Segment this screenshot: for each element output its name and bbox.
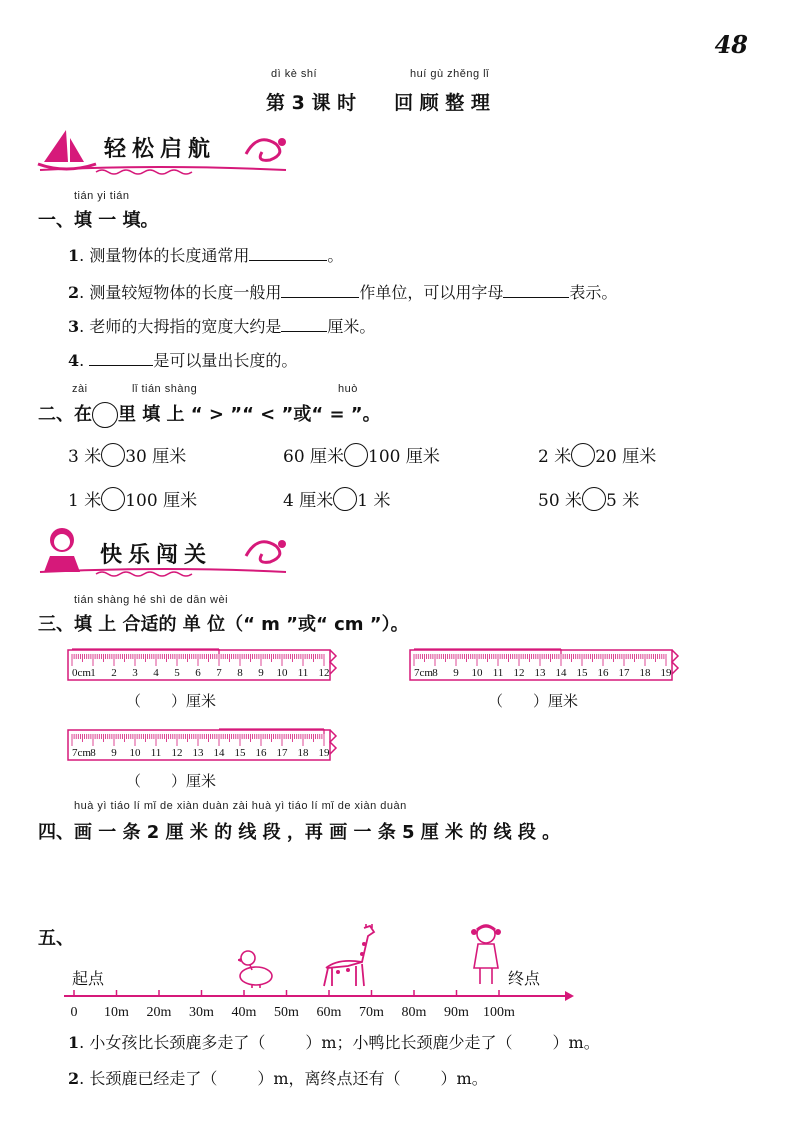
- girl-icon: [468, 922, 504, 988]
- axis-tick-label: 80m: [401, 1005, 427, 1020]
- ruler-tick-label: 11: [150, 747, 162, 759]
- ruler: [66, 646, 340, 686]
- q3-pinyin: tián shàng hé shì de dān wèi: [74, 594, 229, 606]
- compare-circle[interactable]: [101, 443, 125, 467]
- header-pinyin-right: huí gù zhěng lǐ: [410, 68, 490, 80]
- axis-arrow: [565, 991, 574, 1001]
- ruler-tick-label: 2: [111, 667, 117, 679]
- compare-circle[interactable]: [333, 487, 357, 511]
- page-number: 48: [714, 30, 748, 59]
- ruler-tick-label: 17: [618, 667, 630, 679]
- blank[interactable]: [249, 246, 327, 261]
- axis-tick-label: 70m: [359, 1005, 384, 1020]
- banner-kuaile-label: 快乐闯关: [100, 543, 213, 568]
- q1-item-4: 4. 是可以量出长度的。: [68, 351, 298, 370]
- ruler-tick-label: 14: [555, 667, 567, 679]
- compare-item: 50 米 5 米: [538, 486, 639, 511]
- ruler-tick-label: 8: [432, 667, 438, 679]
- q5-item-1: 1. 小女孩比长颈鹿多走了（ ）m；小鸭比长颈鹿少走了（ ）m。: [68, 1033, 600, 1052]
- q5-item-2: 2. 长颈鹿已经走了（ ）m，离终点还有（ ）m。: [68, 1069, 488, 1088]
- blank[interactable]: [89, 351, 153, 366]
- axis-tick-label: 50m: [274, 1005, 299, 1020]
- distance-axis: [60, 986, 580, 1022]
- ruler-tick-label: 12: [171, 747, 183, 759]
- axis-tick-label: 0: [70, 1005, 78, 1020]
- ruler-tick-label: 12: [513, 667, 525, 679]
- giraffe-icon: [318, 922, 382, 988]
- page-title: 第 3 课 时 回 顾 整 理: [266, 92, 490, 114]
- ruler-tick-label: 3: [132, 667, 138, 679]
- ruler-tick-label: 10: [276, 667, 288, 679]
- ruler-tick-label: 16: [255, 747, 267, 759]
- compare-circle[interactable]: [571, 443, 595, 467]
- ruler-tick-label: 6: [195, 667, 201, 679]
- q2-pinyin-b: lǐ tián shàng: [132, 383, 198, 395]
- drawing-area[interactable]: [60, 850, 740, 910]
- ruler-tick-label: 9: [258, 667, 264, 679]
- axis-tick-label: 20m: [146, 1005, 172, 1020]
- ruler-caption[interactable]: （ ）厘米: [488, 692, 579, 710]
- axis-tick-label: 40m: [231, 1005, 257, 1020]
- ruler-tick-label: 15: [234, 747, 246, 759]
- compare-item: 60 厘米 100 厘米: [283, 442, 440, 467]
- ruler-tick-label: 7cm: [72, 747, 91, 759]
- ruler-tick-label: 19: [318, 747, 330, 759]
- ruler-tick-label: 10: [129, 747, 141, 759]
- ruler-tick-label: 14: [213, 747, 225, 759]
- ruler-tick-label: 10: [471, 667, 483, 679]
- q2-title: 二、在 里 填 上 “ > ”“ < ”或“ = ”。: [38, 400, 381, 428]
- ruler-tick-label: 12: [318, 667, 330, 679]
- compare-item: 3 米 30 厘米: [68, 442, 186, 467]
- axis-tick-label: 10m: [104, 1005, 129, 1020]
- start-label: 起点: [72, 969, 105, 988]
- ruler-tick-label: 18: [297, 747, 309, 759]
- ruler-break: [672, 650, 678, 674]
- ruler-tick-label: 9: [111, 747, 117, 759]
- axis-tick-label: 30m: [189, 1005, 214, 1020]
- compare-circle[interactable]: [582, 487, 606, 511]
- ruler: [408, 646, 682, 686]
- ruler-tick-label: 16: [597, 667, 609, 679]
- ruler-tick-label: 9: [453, 667, 459, 679]
- q1-title: 一、填 一 填。: [38, 210, 159, 231]
- compare-item: 4 厘米 1 米: [283, 486, 390, 511]
- ruler-tick-label: 7: [216, 667, 222, 679]
- compare-circle[interactable]: [344, 443, 368, 467]
- ruler-tick-label: 8: [237, 667, 243, 679]
- ruler-tick-label: 0cm: [72, 667, 91, 679]
- blank[interactable]: [281, 283, 359, 298]
- q5-title: 五、: [38, 928, 74, 949]
- q2-pinyin-c: huò: [338, 383, 358, 395]
- q3-title: 三、填 上 合适的 单 位（“ m ”或“ cm ”）。: [38, 614, 409, 635]
- ruler-tick-label: 1: [90, 667, 96, 679]
- axis-tick-label: 60m: [316, 1005, 342, 1020]
- ruler-caption[interactable]: （ ）厘米: [126, 772, 217, 790]
- ruler-tick-label: 13: [534, 667, 546, 679]
- ruler-tick-label: 8: [90, 747, 96, 759]
- ruler-tick-label: 13: [192, 747, 204, 759]
- duck-icon: [238, 944, 278, 988]
- ruler-tick-label: 18: [639, 667, 651, 679]
- q1-item-1: 1. 测量物体的长度通常用 。: [68, 246, 344, 265]
- ruler-tick-label: 17: [276, 747, 288, 759]
- axis-tick-label: 90m: [444, 1005, 469, 1020]
- q2-pinyin-a: zài: [72, 383, 88, 395]
- ruler: [66, 726, 340, 766]
- ruler-tick-label: 11: [492, 667, 504, 679]
- q1-item-3: 3. 老师的大拇指的宽度大约是 厘米。: [68, 317, 376, 336]
- ruler-tick-label: 7cm: [414, 667, 433, 679]
- axis-tick-label: 100m: [483, 1005, 515, 1020]
- q4-title: 四、画 一 条 2 厘 米 的 线 段 ，再 画 一 条 5 厘 米 的 线 段 。: [38, 822, 561, 843]
- q1-item-2: 2. 测量较短物体的长度一般用 作单位，可以用字母 表示。: [68, 283, 618, 302]
- q4-pinyin: huà yì tiáo lí mǐ de xiàn duàn zài huà yì tiáo lí mǐ de xiàn duàn: [74, 800, 407, 812]
- compare-circle[interactable]: [101, 487, 125, 511]
- ruler-tick-label: 15: [576, 667, 588, 679]
- ruler-break: [330, 650, 336, 674]
- ruler-caption[interactable]: （ ）厘米: [126, 692, 217, 710]
- header-pinyin-left: dì kè shí: [271, 68, 318, 80]
- ruler-tick-label: 11: [297, 667, 309, 679]
- ruler-tick-label: 19: [660, 667, 672, 679]
- end-label: 终点: [508, 969, 541, 988]
- banner-qingsong-label: 轻松启航: [104, 137, 217, 162]
- ruler-tick-label: 4: [153, 667, 159, 679]
- compare-item: 2 米 20 厘米: [538, 442, 656, 467]
- compare-item: 1 米 100 厘米: [68, 486, 197, 511]
- blank[interactable]: [503, 283, 569, 298]
- ruler-break: [330, 730, 336, 754]
- q1-pinyin: tián yi tián: [74, 190, 130, 202]
- answer-circle: [92, 402, 118, 428]
- blank[interactable]: [281, 317, 327, 332]
- ruler-tick-label: 5: [174, 667, 180, 679]
